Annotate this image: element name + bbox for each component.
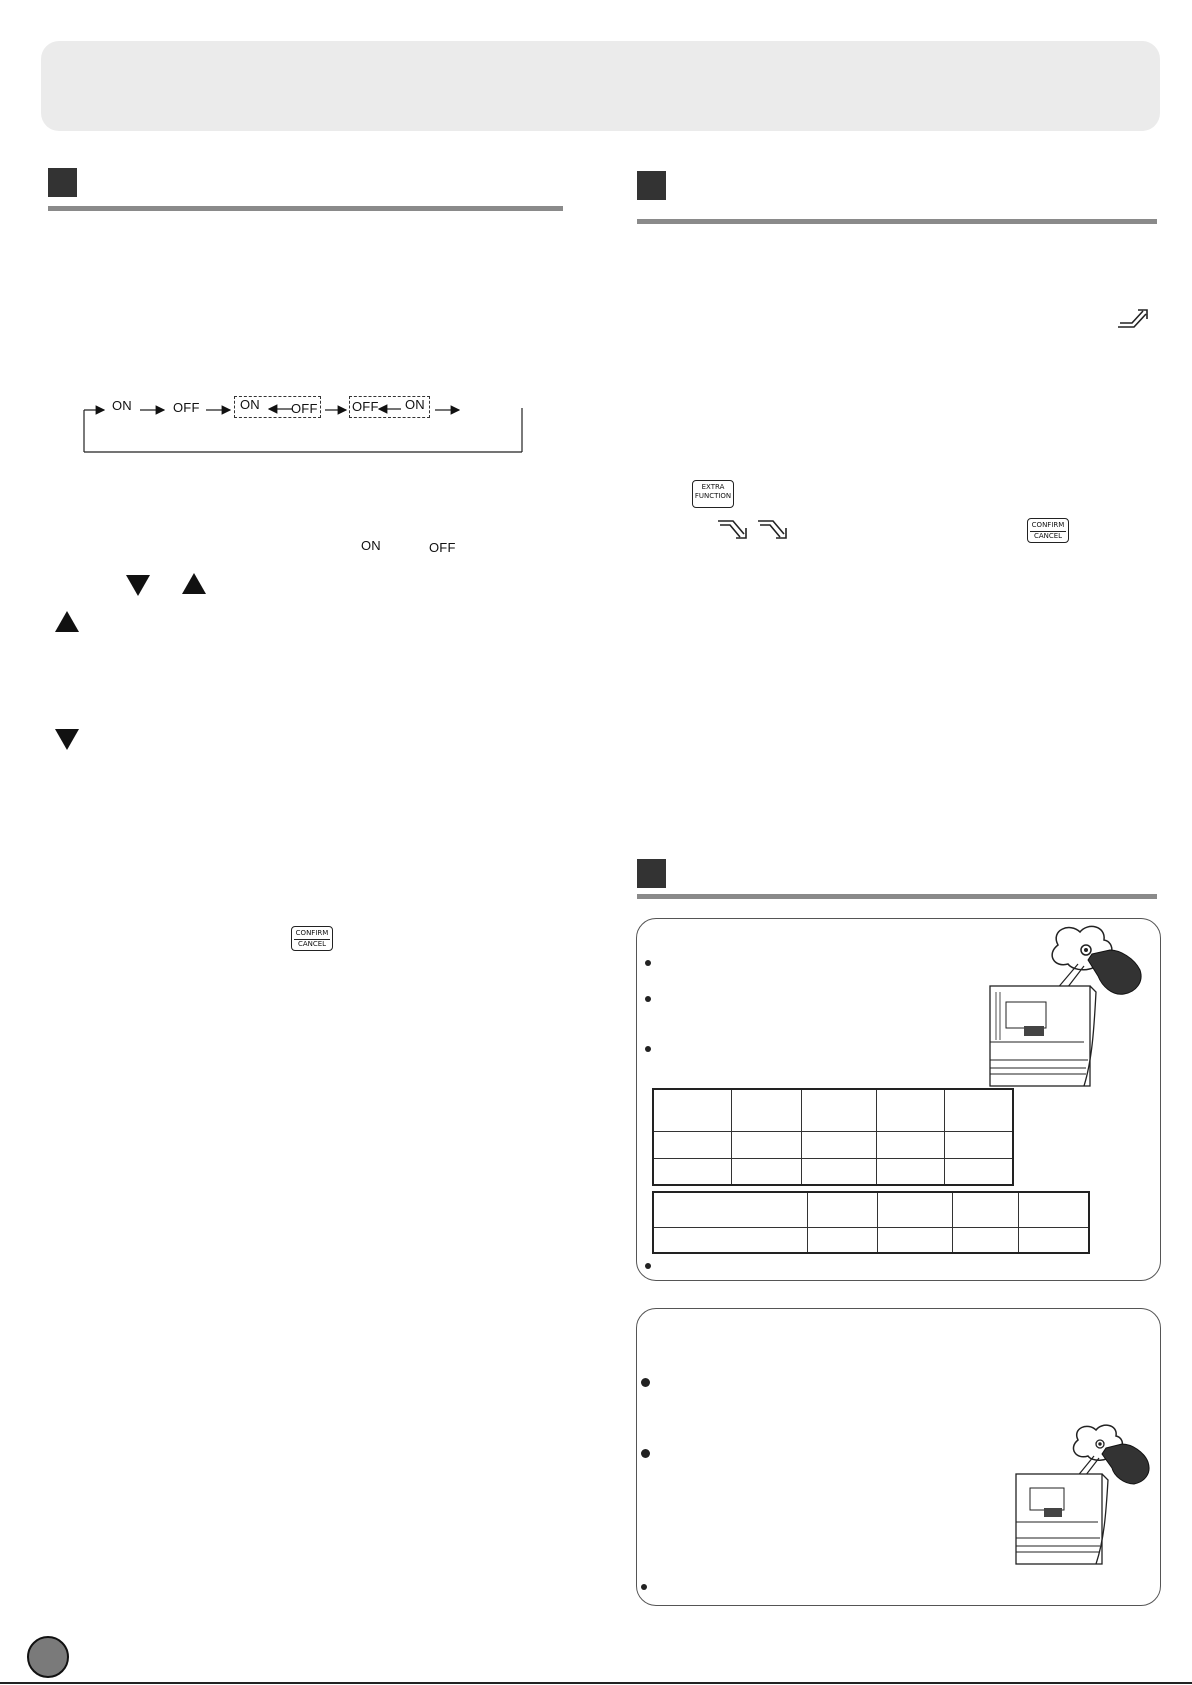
bullet (645, 996, 651, 1002)
confirm2-key-line1: CONFIRM (1031, 521, 1065, 529)
extra-function-key (692, 480, 734, 508)
triangle-up-icon (55, 611, 79, 632)
inline-on-label: ON (361, 538, 381, 553)
bullet (645, 1263, 651, 1269)
cycle-box1-on: ON (240, 397, 260, 412)
page-number-badge (27, 1636, 69, 1678)
section-marker-right-top (637, 171, 666, 200)
bullet (645, 960, 651, 966)
cycle-off-1: OFF (173, 400, 200, 415)
cycle-box2-on: ON (405, 397, 425, 412)
swing-down-arrow-icon (716, 517, 750, 541)
swing-up-arrow-icon (1116, 308, 1150, 330)
triangle-up-icon (182, 573, 206, 594)
confirm-cancel-key (291, 926, 333, 951)
confirm2-key-line2: CANCEL (1033, 532, 1063, 540)
bullet (645, 1046, 651, 1052)
indoor-unit-illustration (988, 920, 1158, 1090)
confirm-cancel-key (1027, 518, 1069, 543)
triangle-down-icon (55, 729, 79, 750)
confirm-key-line2: CANCEL (297, 940, 327, 948)
section-rule-right-mid (637, 894, 1157, 899)
cycle-on-1: ON (112, 398, 132, 413)
triangle-down-icon (126, 575, 150, 596)
inline-off-label: OFF (429, 540, 456, 555)
info-table-1 (652, 1088, 1014, 1186)
section-rule-right-top (637, 219, 1157, 224)
bullet (641, 1378, 650, 1387)
extra-key-line2: FUNCTION (694, 492, 732, 500)
bullet (641, 1449, 650, 1458)
section-marker-right-mid (637, 859, 666, 888)
header-band (41, 41, 1160, 131)
cycle-box2-off: OFF (352, 399, 379, 414)
indoor-unit-illustration (1014, 1418, 1160, 1568)
swing-down-arrow-icon (756, 517, 790, 541)
extra-key-line1: EXTRA (701, 483, 725, 491)
footer-rule (0, 1682, 1192, 1684)
bullet (641, 1584, 647, 1590)
cycle-box1-off: OFF (291, 401, 318, 416)
section-rule-left (48, 206, 563, 211)
section-marker-left (48, 168, 77, 197)
confirm-key-line1: CONFIRM (295, 929, 329, 937)
info-table-2 (652, 1191, 1090, 1254)
